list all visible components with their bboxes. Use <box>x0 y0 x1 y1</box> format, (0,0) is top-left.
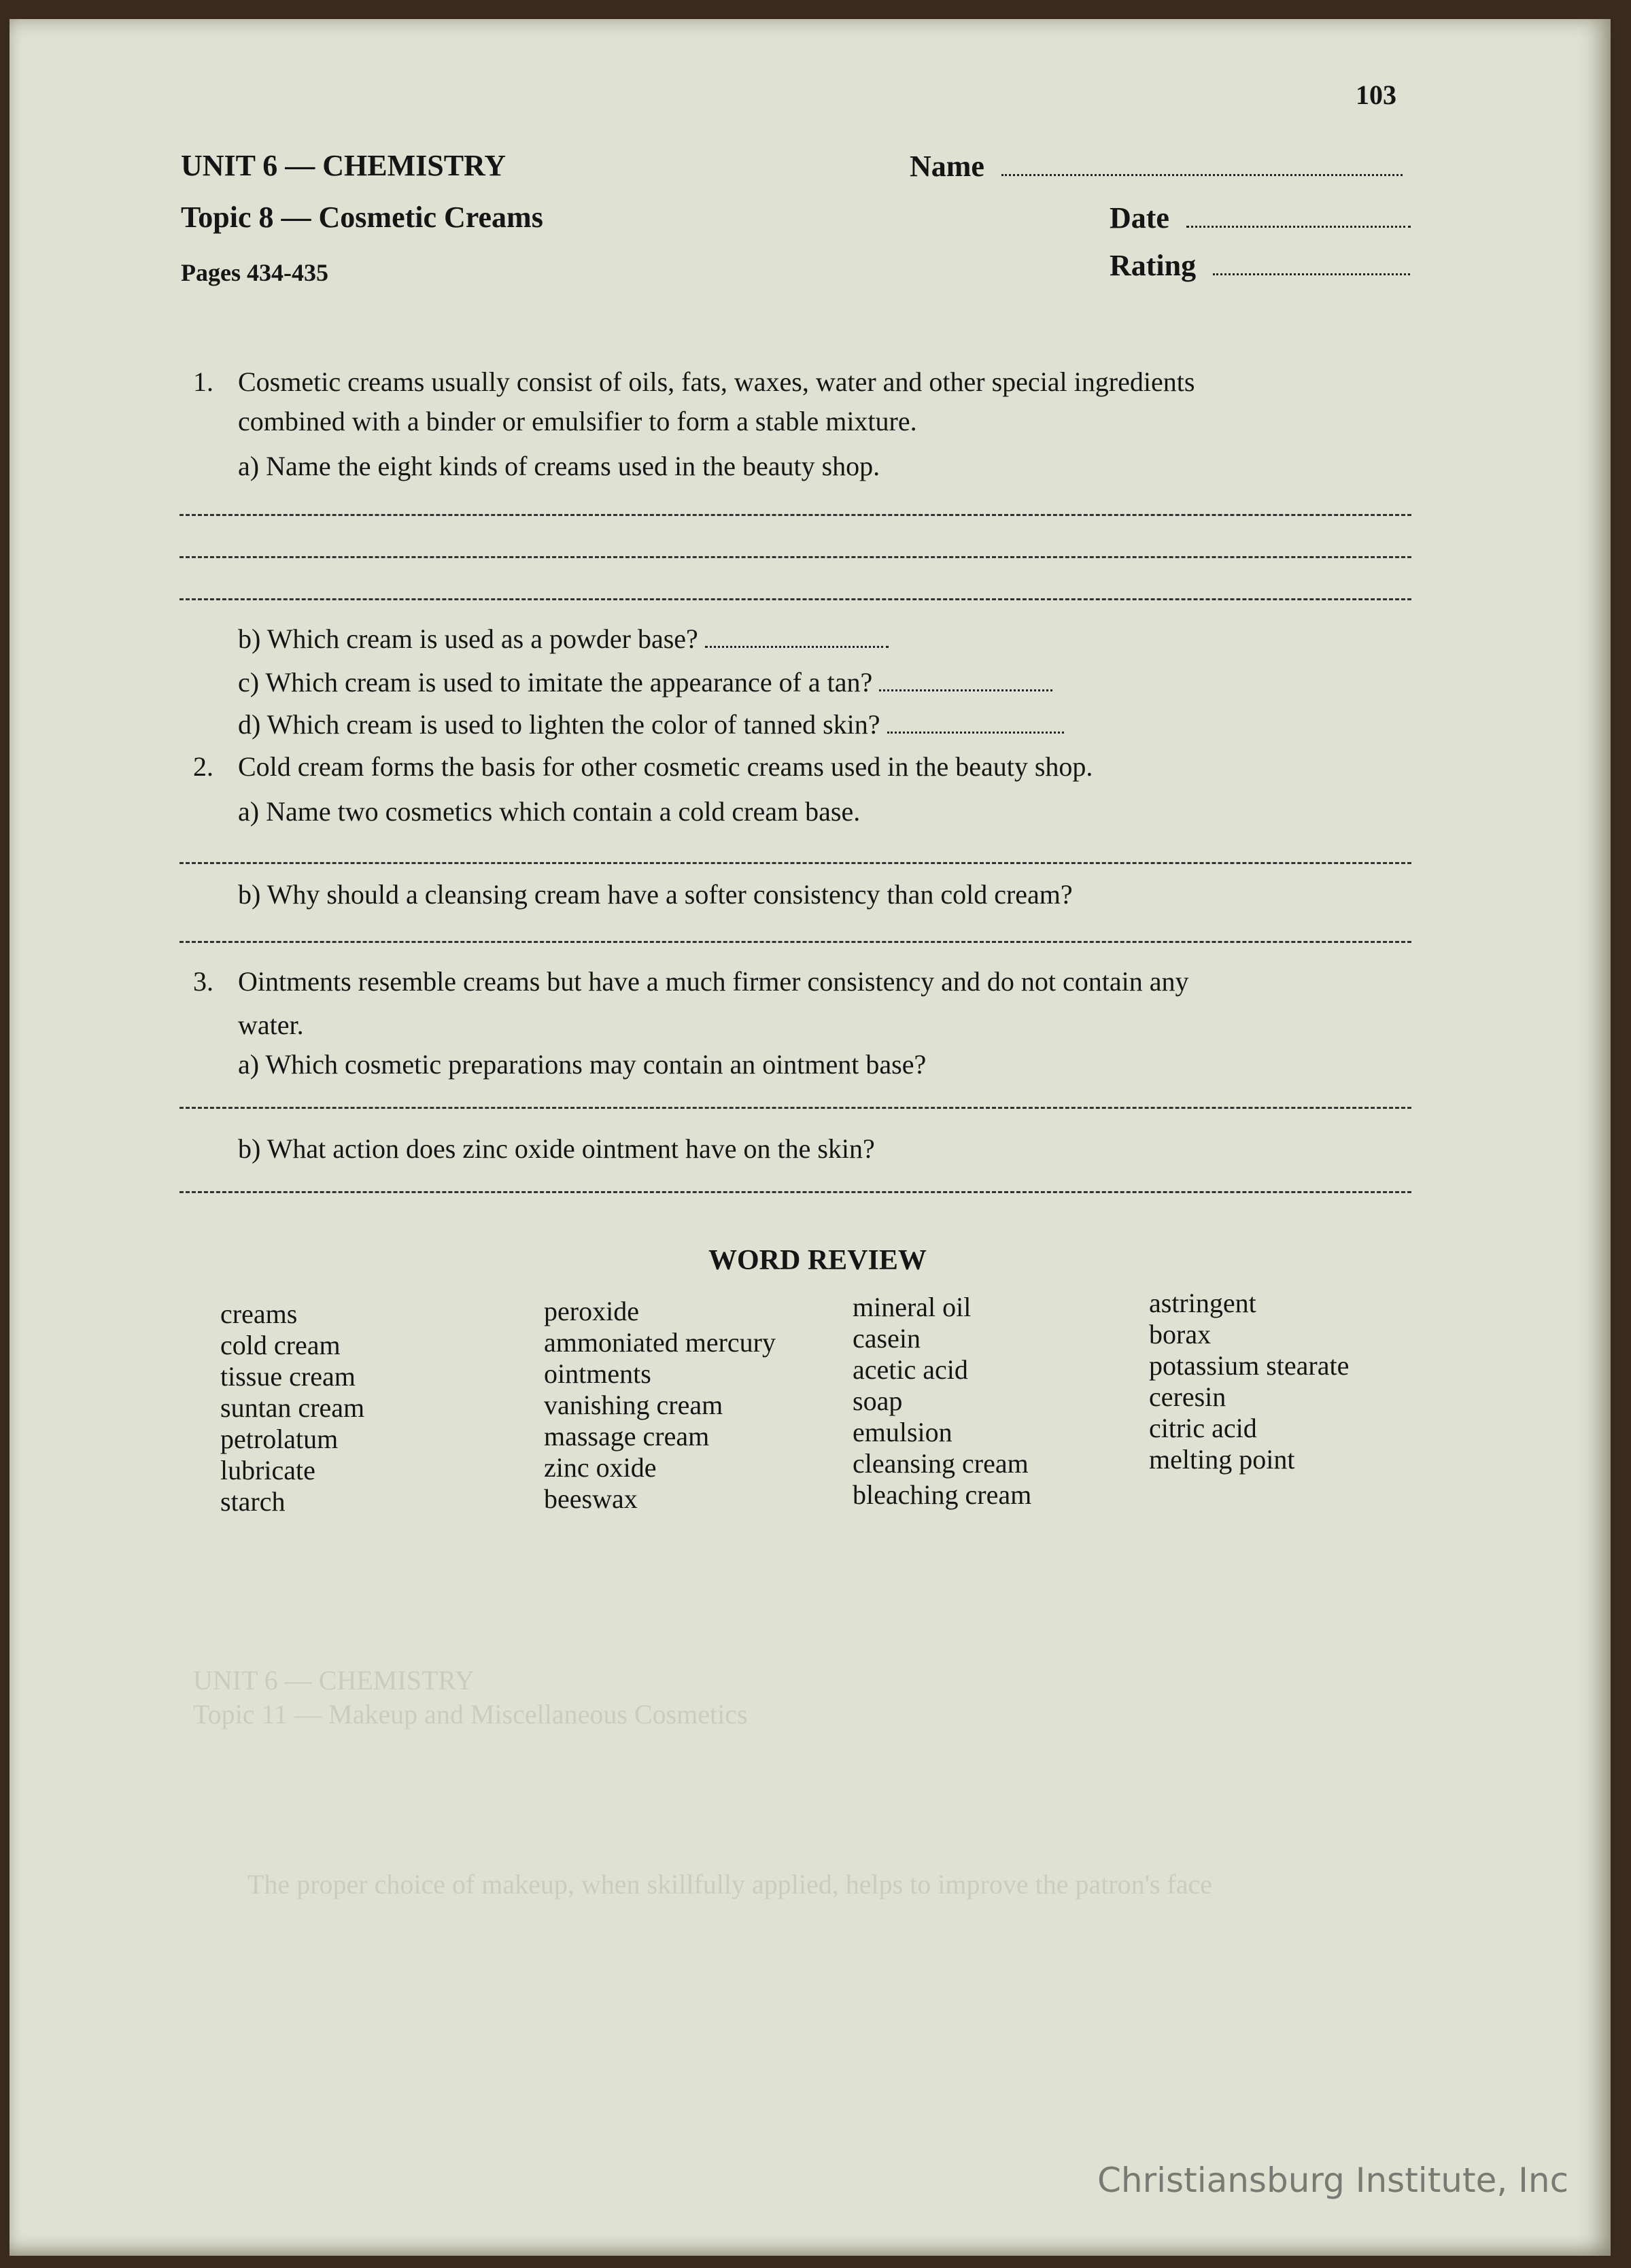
answer-line[interactable] <box>179 556 1411 558</box>
answer-line[interactable] <box>179 862 1411 864</box>
q2-text: Cold cream forms the basis for other cosmetic creams used in the beauty shop. <box>238 751 1093 782</box>
word-review-col-4 <box>1149 1288 1349 1475</box>
answer-line[interactable] <box>179 514 1411 516</box>
answer-line[interactable] <box>179 1107 1411 1109</box>
bleed-through-text: UNIT 6 — CHEMISTRY <box>193 1665 475 1696</box>
name-label: Name <box>910 150 984 183</box>
worksheet-page <box>10 19 1611 2256</box>
word-review-term: soap <box>853 1386 903 1416</box>
rating-blank[interactable] <box>1213 247 1410 275</box>
word-review-term: vanishing cream <box>544 1390 723 1420</box>
q2b-prompt: b) Why should a cleansing cream have a softer consistency than cold cream? <box>238 879 1073 910</box>
q2a-prompt: a) Name two cosmetics which contain a cold cream base. <box>238 796 861 827</box>
word-review-term: emulsion <box>853 1417 952 1447</box>
word-review-term: citric acid <box>1149 1413 1257 1443</box>
bleed-through-text: The proper choice of makeup, when skillfully applied, helps to improve the patron's face <box>247 1869 1212 1900</box>
word-review-term: acetic acid <box>853 1354 968 1385</box>
answer-line[interactable] <box>179 598 1411 600</box>
word-review-term: cleansing cream <box>853 1448 1029 1479</box>
q1c-blank[interactable] <box>879 669 1052 691</box>
word-review-col-2 <box>544 1296 776 1515</box>
word-review-term: ammoniated mercury <box>544 1327 776 1358</box>
word-review-term: tissue cream <box>220 1361 356 1392</box>
answer-line[interactable] <box>179 1191 1411 1193</box>
word-review-term: zinc oxide <box>544 1452 657 1483</box>
q1d-prompt: d) Which cream is used to lighten the color of tanned skin? <box>238 709 880 740</box>
word-review-term: beeswax <box>544 1483 638 1514</box>
word-review-term: peroxide <box>544 1296 639 1326</box>
word-review-term: petrolatum <box>220 1424 339 1454</box>
rating-field[interactable] <box>1110 247 1410 283</box>
unit-title: UNIT 6 — CHEMISTRY <box>181 149 507 182</box>
q3-number: 3. <box>193 966 213 997</box>
q3-text-line1: Ointments resemble creams but have a much firmer consistency and do not contain any <box>238 966 1189 997</box>
word-review-term: starch <box>220 1486 286 1517</box>
q3b-prompt: b) What action does zinc oxide ointment have on the skin? <box>238 1133 875 1164</box>
page-number: 103 <box>1356 80 1396 110</box>
date-label: Date <box>1110 201 1169 235</box>
word-review-term: melting point <box>1149 1444 1295 1475</box>
word-review-term: creams <box>220 1299 298 1329</box>
q1c-prompt: c) Which cream is used to imitate the appearance of a tan? <box>238 667 873 698</box>
word-review-term: massage cream <box>544 1421 710 1451</box>
word-review-term: borax <box>1149 1319 1212 1350</box>
q1b-prompt: b) Which cream is used as a powder base? <box>238 623 698 654</box>
q1c-row <box>238 666 1052 698</box>
name-field[interactable] <box>910 148 1403 184</box>
q1b-row <box>238 623 889 655</box>
pages-ref: Pages 434-435 <box>181 259 328 286</box>
date-blank[interactable] <box>1186 200 1411 228</box>
q1b-blank[interactable] <box>705 625 889 648</box>
word-review-term: potassium stearate <box>1149 1350 1350 1381</box>
q3a-prompt: a) Which cosmetic preparations may contain an ointment base? <box>238 1049 927 1080</box>
q1-text-line2: combined with a binder or emulsifier to form a stable mixture. <box>238 406 917 436</box>
word-review-term: lubricate <box>220 1455 315 1485</box>
word-review-term: mineral oil <box>853 1292 972 1322</box>
topic-title: Topic 8 — Cosmetic Creams <box>181 201 543 234</box>
word-review-term: bleaching cream <box>853 1479 1032 1510</box>
word-review-col-1 <box>220 1299 364 1517</box>
date-field[interactable] <box>1110 200 1411 235</box>
word-review-col-3 <box>853 1292 1031 1511</box>
q1d-blank[interactable] <box>887 711 1064 734</box>
answer-line[interactable] <box>179 941 1411 943</box>
word-review-term: casein <box>853 1323 921 1354</box>
word-review-term: cold cream <box>220 1330 341 1360</box>
word-review-term: astringent <box>1149 1288 1256 1318</box>
q3-text-line2: water. <box>238 1010 304 1040</box>
name-blank[interactable] <box>1001 148 1403 176</box>
word-review-title: WORD REVIEW <box>708 1245 927 1276</box>
q2-number: 2. <box>193 751 213 782</box>
word-review-term: ointments <box>544 1358 651 1389</box>
word-review-term: ceresin <box>1149 1381 1226 1412</box>
q1a-prompt: a) Name the eight kinds of creams used in the beauty shop. <box>238 451 880 481</box>
rating-label: Rating <box>1110 249 1197 282</box>
watermark: Christiansburg Institute, Inc <box>1097 2161 1569 2200</box>
q1-text-line1: Cosmetic creams usually consist of oils, fats, waxes, water and other special ingredients <box>238 366 1195 397</box>
bleed-through-text: Topic 11 — Makeup and Miscellaneous Cosmetics <box>193 1699 748 1730</box>
word-review-term: suntan cream <box>220 1392 365 1423</box>
q1d-row <box>238 708 1064 740</box>
q1-number: 1. <box>193 366 213 397</box>
